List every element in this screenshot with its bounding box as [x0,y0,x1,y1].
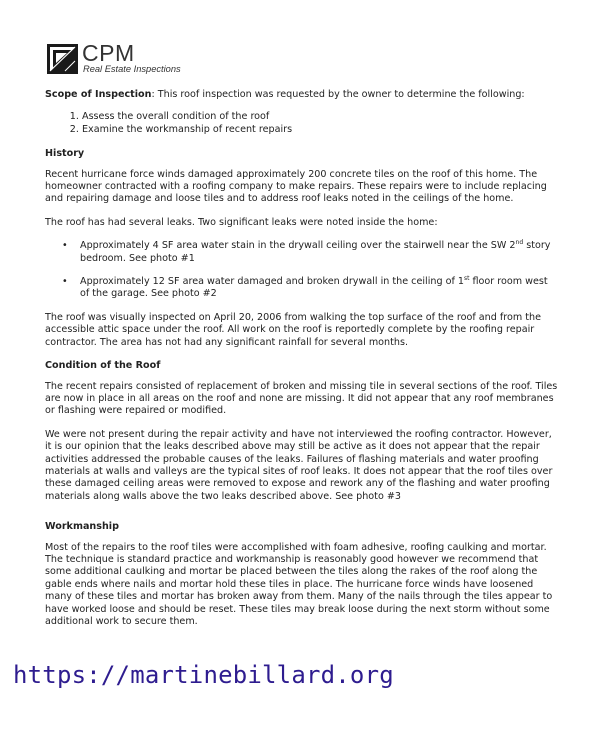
condition-heading: Condition of the Roof [45,360,161,372]
leak-2-text: Approximately 12 SF area water damaged and broken drywall in the ceiling of 1 [80,276,464,288]
leak-1-text-end: story bedroom. See photo #1 [80,240,551,264]
list-item [62,275,558,301]
workmanship-heading: Workmanship [45,521,119,533]
list-item: 2. Examine the workmanship of recent repairs [82,124,558,136]
report-body [45,89,558,639]
condition-paragraph-1: The recent repairs consisted of replacement of broken and missing tile in several sections of the roof. Tiles are now in place in all areas on the roof and none are missing. It did not appear that any roof membranes or flashing were repaired or modified. [45,380,558,417]
leak-2-superscript: st [463,275,470,283]
list-item: 1. Assess the overall condition of the roof [82,111,558,123]
history-paragraph-1: Recent hurricane force winds damaged approximately 200 concrete tiles on the roof of this home. The homeowner contracted with a roofing company to make repairs. These repairs were to include replacing and repairing damage and loose tiles and to address roof leaks noted in the ceilings of the home. [45,168,547,205]
bullet-icon: • [62,240,68,252]
leak-1-superscript: nd [515,239,524,247]
scope-label: Scope of Inspection [45,89,152,100]
condition-paragraph-2: We were not present during the repair activity and have not interviewed the roofing contractor. However, it is our opinion that the leaks described above may still be active as it does not appear that the repair activities addressed the probable causes of the leaks. Failures of flashing materials and water proofing materials at walls and valleys are the typical sites of roof leaks. It does not appear that the roof tiles over these damaged ceiling areas were removed to expose and rework any of the flashing and water proofing materials along walls above the two leaks described above. See photo #3 [45,428,553,502]
leak-1-text: Approximately 4 SF area water stain in the drywall ceiling over the stairwell near the SW 2 [80,240,516,252]
history-heading: History [45,148,85,160]
company-logo [47,40,247,76]
list-item [62,239,558,265]
cpm-logo-icon [47,44,78,74]
bullet-icon: • [62,276,68,288]
scope-text: : This roof inspection was requested by the owner to determine the following: [151,89,525,100]
watermark-url: https://martinebillard.org [13,661,394,689]
history-paragraph-2: The roof has had several leaks. Two significant leaks were noted inside the home: [45,216,438,228]
logo-text: CPM [82,40,135,66]
workmanship-paragraph-1: Most of the repairs to the roof tiles were accomplished with foam adhesive, roofing caulking and mortar. The technique is standard practice and workmanship is reasonably good however we recommend that some additional caulking and mortar be placed between the tiles along the rakes of the roof along the gable ends where nails and mortar hold these tiles in place. The hurricane force winds have loosened many of these tiles and mortar has broken away from them. Many of the nails through the tiles appear to have worked loose and should be reset. These tiles may break loose during the next storm without some additional work to secure them. [45,541,553,627]
leak-2-text-end: floor room west of the garage. See photo #2 [80,276,548,300]
history-paragraph-3: The roof was visually inspected on April 20, 2006 from walking the top surface of the roof and from the accessible attic space under the roof. All work on the roof is reportedly complete by the roofing repair contractor. The area has not had any significant rainfall for several months. [45,311,541,348]
leak-list [45,240,558,301]
scope-list [45,111,558,136]
logo-subtitle: Real Estate Inspections [83,64,181,74]
scope-paragraph [45,89,558,101]
